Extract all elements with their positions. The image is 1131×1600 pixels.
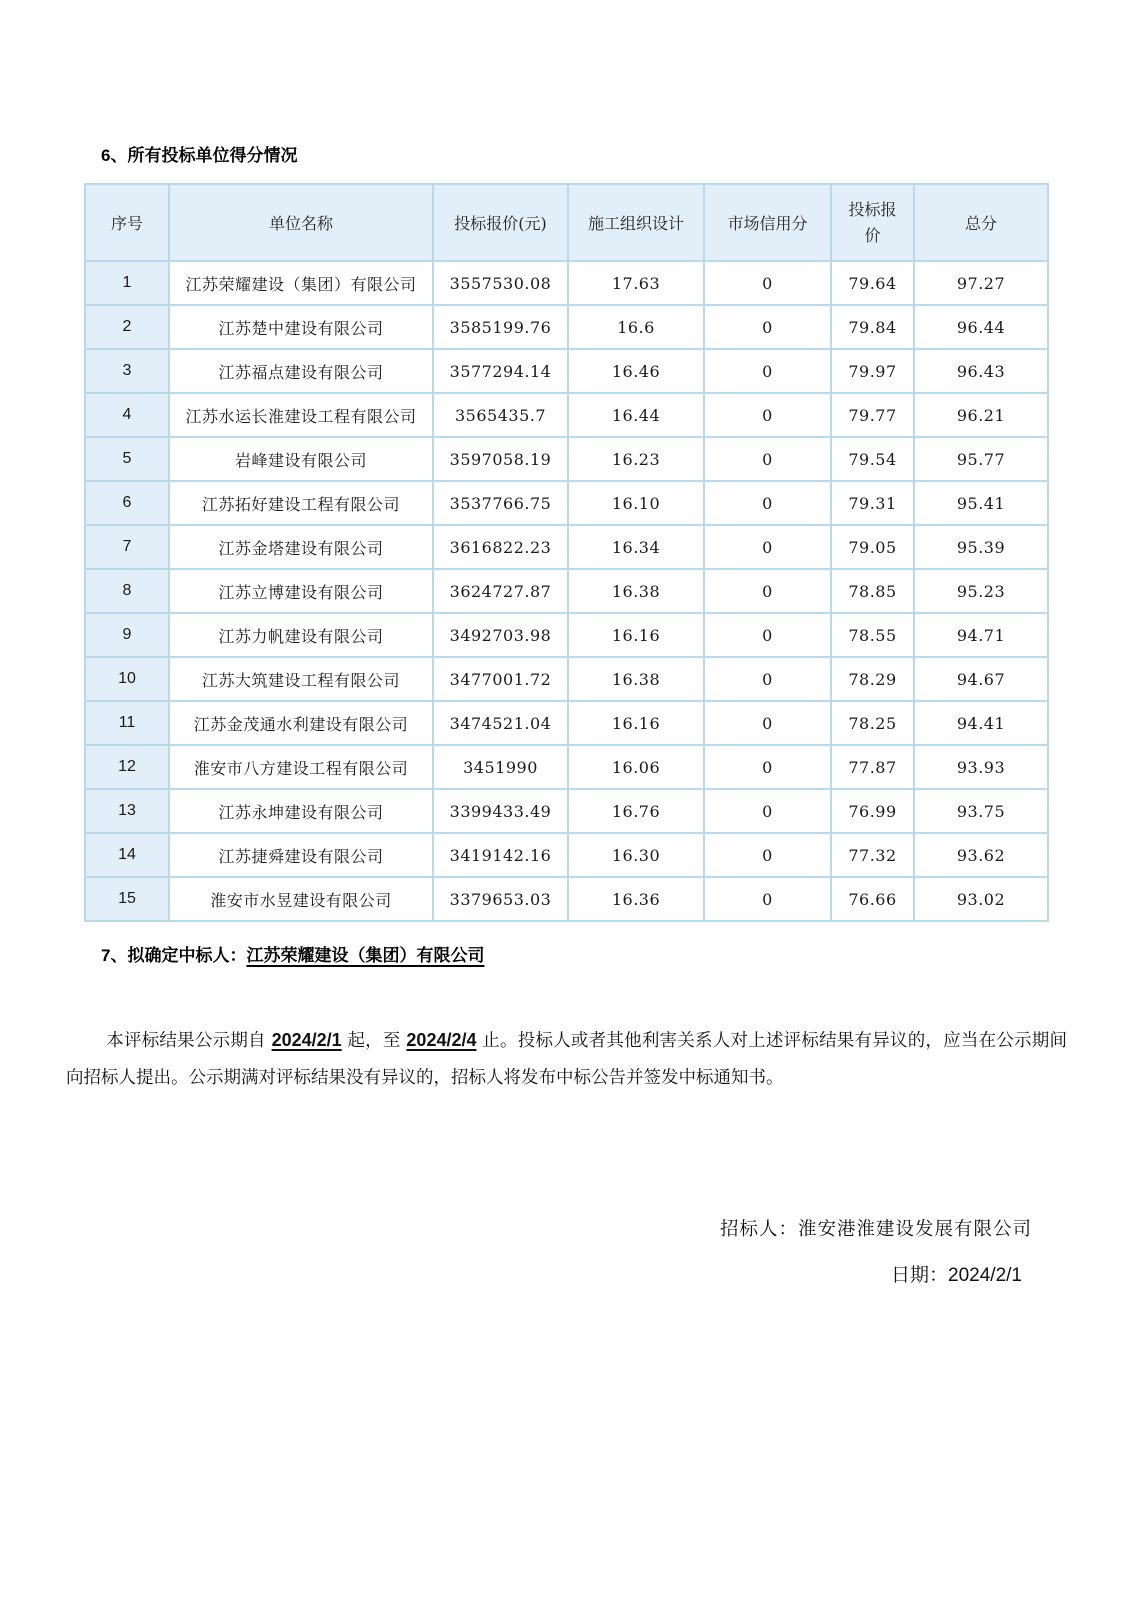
table-row (85, 745, 1048, 789)
section-7-label: 7、拟确定中标人： (101, 946, 247, 965)
total-score-cell: 93.02 (914, 877, 1048, 921)
price-score-cell: 76.99 (831, 789, 914, 833)
market-credit-score-cell: 0 (704, 789, 831, 833)
bid-price-cell: 3492703.98 (433, 613, 568, 657)
notice-text-1: 本评标结果公示期自 (106, 1031, 272, 1051)
total-score-cell: 95.39 (914, 525, 1048, 569)
price-score-cell: 77.32 (831, 833, 914, 877)
bid-price-cell: 3537766.75 (433, 481, 568, 525)
price-score-cell: 79.31 (831, 481, 914, 525)
construction-design-score-cell: 17.63 (568, 261, 704, 305)
row-index-cell: 11 (85, 701, 169, 745)
publicity-start-date: 2024/2/1 (271, 1030, 342, 1050)
construction-design-score-cell: 16.38 (568, 569, 704, 613)
row-index-cell: 6 (85, 481, 169, 525)
bid-price-cell: 3474521.04 (433, 701, 568, 745)
total-score-cell: 93.93 (914, 745, 1048, 789)
total-score-cell: 94.67 (914, 657, 1048, 701)
row-index-cell: 14 (85, 833, 169, 877)
bid-price-cell: 3624727.87 (433, 569, 568, 613)
row-index-cell: 10 (85, 657, 169, 701)
market-credit-score-cell: 0 (704, 349, 831, 393)
row-index-cell: 9 (85, 613, 169, 657)
market-credit-score-cell: 0 (704, 745, 831, 789)
market-credit-score-cell: 0 (704, 613, 831, 657)
market-credit-score-cell: 0 (704, 701, 831, 745)
table-row (85, 613, 1048, 657)
notice-text-2: 起，至 (341, 1031, 407, 1051)
company-name-cell: 江苏大筑建设工程有限公司 (169, 657, 433, 701)
market-credit-score-cell: 0 (704, 305, 831, 349)
total-score-cell: 94.71 (914, 613, 1048, 657)
table-row (85, 261, 1048, 305)
company-name-cell: 江苏金茂通水利建设有限公司 (169, 701, 433, 745)
total-score-cell: 93.75 (914, 789, 1048, 833)
column-header: 单位名称 (169, 184, 433, 261)
notice-text-3: 止。投标人或者其他利害关系人对上述评标结果有异议的，应当在公示期间向招标人提出。公示期满对评标结果没有异议的，招标人将发布中标公告并签发中标通知书。 (66, 1031, 1068, 1088)
price-score-cell: 78.29 (831, 657, 914, 701)
construction-design-score-cell: 16.44 (568, 393, 704, 437)
column-header: 施工组织设计 (568, 184, 704, 261)
column-header: 序号 (85, 184, 169, 261)
table-row (85, 701, 1048, 745)
total-score-cell: 95.77 (914, 437, 1048, 481)
bid-price-cell: 3585199.76 (433, 305, 568, 349)
column-header: 市场信用分 (704, 184, 831, 261)
construction-design-score-cell: 16.46 (568, 349, 704, 393)
construction-design-score-cell: 16.38 (568, 657, 704, 701)
construction-design-score-cell: 16.34 (568, 525, 704, 569)
company-name-cell: 江苏楚中建设有限公司 (169, 305, 433, 349)
company-name-cell: 江苏拓好建设工程有限公司 (169, 481, 433, 525)
market-credit-score-cell: 0 (704, 393, 831, 437)
row-index-cell: 8 (85, 569, 169, 613)
row-index-cell: 15 (85, 877, 169, 921)
market-credit-score-cell: 0 (704, 833, 831, 877)
price-score-cell: 76.66 (831, 877, 914, 921)
price-score-cell: 78.55 (831, 613, 914, 657)
column-header: 投标报价 (831, 184, 914, 261)
table-header-row (85, 184, 1048, 261)
section-7-heading (101, 941, 484, 966)
construction-design-score-cell: 16.76 (568, 789, 704, 833)
bid-price-cell: 3577294.14 (433, 349, 568, 393)
table-row (85, 481, 1048, 525)
table-row (85, 349, 1048, 393)
row-index-cell: 5 (85, 437, 169, 481)
market-credit-score-cell: 0 (704, 657, 831, 701)
price-score-cell: 78.25 (831, 701, 914, 745)
bid-price-cell: 3565435.7 (433, 393, 568, 437)
table-row (85, 833, 1048, 877)
market-credit-score-cell: 0 (704, 569, 831, 613)
market-credit-score-cell: 0 (704, 437, 831, 481)
market-credit-score-cell: 0 (704, 877, 831, 921)
price-score-cell: 79.54 (831, 437, 914, 481)
publicity-end-date: 2024/2/4 (406, 1030, 477, 1050)
total-score-cell: 96.43 (914, 349, 1048, 393)
construction-design-score-cell: 16.23 (568, 437, 704, 481)
company-name-cell: 江苏捷舜建设有限公司 (169, 833, 433, 877)
construction-design-score-cell: 16.06 (568, 745, 704, 789)
price-score-cell: 78.85 (831, 569, 914, 613)
tenderer-line: 招标人：淮安港淮建设发展有限公司 (719, 1219, 1032, 1240)
construction-design-score-cell: 16.16 (568, 701, 704, 745)
row-index-cell: 13 (85, 789, 169, 833)
row-index-cell: 4 (85, 393, 169, 437)
company-name-cell: 淮安市八方建设工程有限公司 (169, 745, 433, 789)
company-name-cell: 江苏荣耀建设（集团）有限公司 (169, 261, 433, 305)
bid-price-cell: 3597058.19 (433, 437, 568, 481)
company-name-cell: 江苏金塔建设有限公司 (169, 525, 433, 569)
bid-scores-table (84, 183, 1049, 922)
total-score-cell: 96.21 (914, 393, 1048, 437)
table-row (85, 305, 1048, 349)
row-index-cell: 12 (85, 745, 169, 789)
total-score-cell: 95.41 (914, 481, 1048, 525)
construction-design-score-cell: 16.10 (568, 481, 704, 525)
total-score-cell: 97.27 (914, 261, 1048, 305)
publicity-notice (66, 1022, 1067, 1097)
row-index-cell: 2 (85, 305, 169, 349)
table-row (85, 437, 1048, 481)
table-row (85, 877, 1048, 921)
row-index-cell: 7 (85, 525, 169, 569)
construction-design-score-cell: 16.30 (568, 833, 704, 877)
price-score-cell: 79.97 (831, 349, 914, 393)
bid-price-cell: 3477001.72 (433, 657, 568, 701)
bid-price-cell: 3557530.08 (433, 261, 568, 305)
bid-price-cell: 3379653.03 (433, 877, 568, 921)
bid-price-cell: 3419142.16 (433, 833, 568, 877)
company-name-cell: 淮安市水昱建设有限公司 (169, 877, 433, 921)
table-row (85, 569, 1048, 613)
column-header: 总分 (914, 184, 1048, 261)
bid-price-cell: 3616822.23 (433, 525, 568, 569)
company-name-cell: 江苏水运长淮建设工程有限公司 (169, 393, 433, 437)
construction-design-score-cell: 16.6 (568, 305, 704, 349)
row-index-cell: 1 (85, 261, 169, 305)
market-credit-score-cell: 0 (704, 481, 831, 525)
total-score-cell: 93.62 (914, 833, 1048, 877)
company-name-cell: 江苏立博建设有限公司 (169, 569, 433, 613)
total-score-cell: 95.23 (914, 569, 1048, 613)
construction-design-score-cell: 16.16 (568, 613, 704, 657)
column-header: 投标报价(元) (433, 184, 568, 261)
price-score-cell: 77.87 (831, 745, 914, 789)
table-row (85, 525, 1048, 569)
total-score-cell: 96.44 (914, 305, 1048, 349)
construction-design-score-cell: 16.36 (568, 877, 704, 921)
price-score-cell: 79.84 (831, 305, 914, 349)
company-name-cell: 江苏永坤建设有限公司 (169, 789, 433, 833)
price-score-cell: 79.05 (831, 525, 914, 569)
company-name-cell: 岩峰建设有限公司 (169, 437, 433, 481)
market-credit-score-cell: 0 (704, 525, 831, 569)
company-name-cell: 江苏福点建设有限公司 (169, 349, 433, 393)
date-line: 日期：2024/2/1 (891, 1265, 1022, 1286)
market-credit-score-cell: 0 (704, 261, 831, 305)
row-index-cell: 3 (85, 349, 169, 393)
bid-price-cell: 3399433.49 (433, 789, 568, 833)
section-6-heading: 6、所有投标单位得分情况 (101, 146, 298, 165)
table-row (85, 657, 1048, 701)
winner-name: 江苏荣耀建设（集团）有限公司 (246, 946, 485, 965)
total-score-cell: 94.41 (914, 701, 1048, 745)
table-row (85, 393, 1048, 437)
bid-price-cell: 3451990 (433, 745, 568, 789)
price-score-cell: 79.64 (831, 261, 914, 305)
table-row (85, 789, 1048, 833)
company-name-cell: 江苏力帆建设有限公司 (169, 613, 433, 657)
price-score-cell: 79.77 (831, 393, 914, 437)
